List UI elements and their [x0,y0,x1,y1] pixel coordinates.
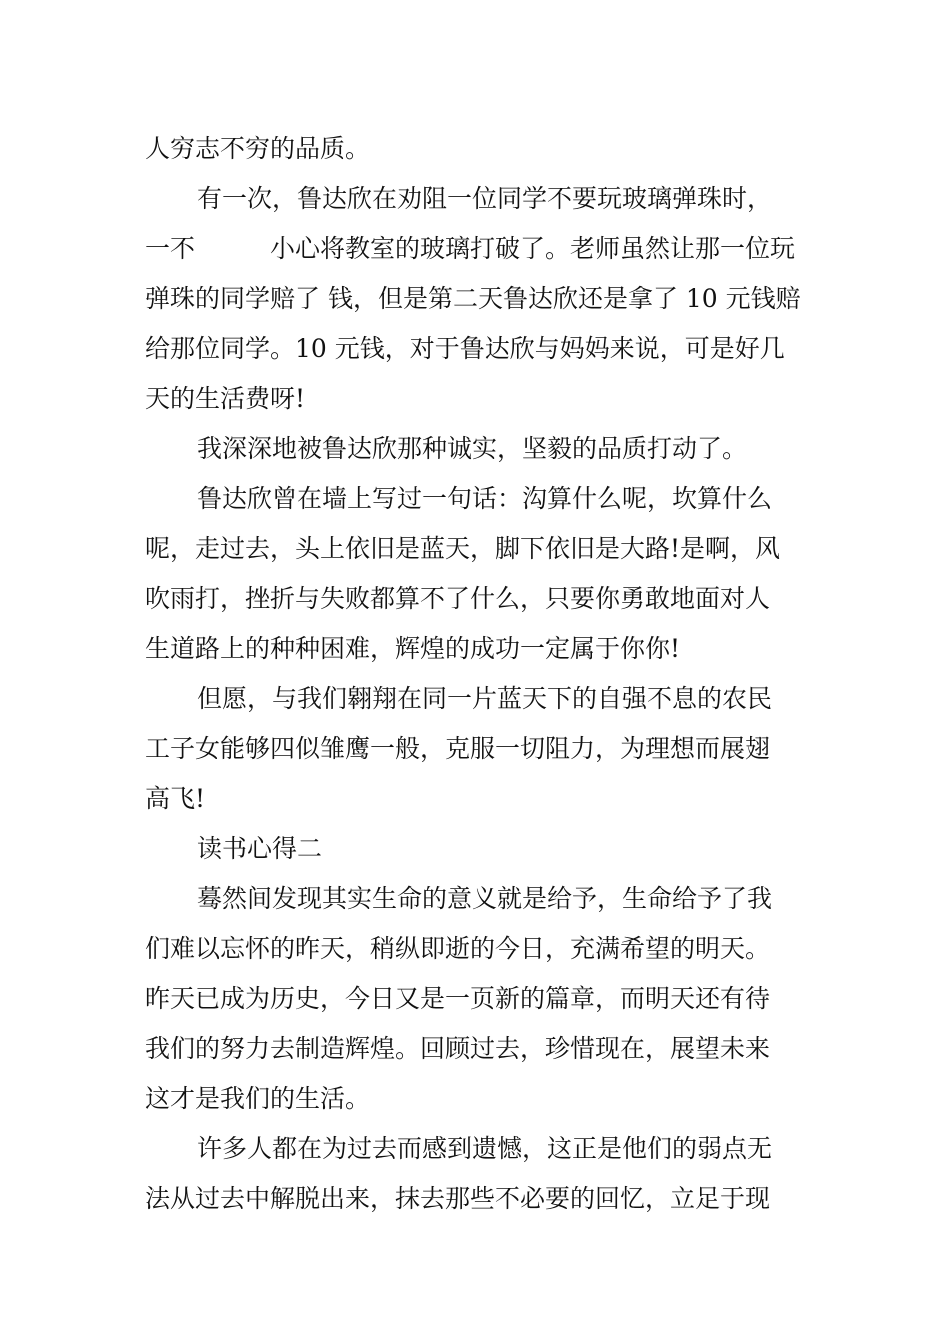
text-line: 昨天已成为历史，今日又是一页新的篇章，而明天还有待 [145,984,771,1013]
text-line: 我们的努力去制造辉煌。回顾过去，珍惜现在，展望未来 [145,1034,771,1063]
text-line: 有一次，鲁达欣在劝阻一位同学不要玩玻璃弹珠时， [197,184,773,213]
text-line: 工子女能够四似雏鹰一般，克服一切阻力，为理想而展翅 [145,734,771,763]
text-line: 们难以忘怀的昨天，稍纵即逝的今日，充满希望的明天。 [145,934,771,963]
text-line: 我深深地被鲁达欣那种诚实，坚毅的品质打动了。 [197,434,748,463]
text-line: 给那位同学。10 元钱，对于鲁达欣与妈妈来说，可是好几 [145,334,785,363]
text-line: 生道路上的种种困难，辉煌的成功一定属于你你! [145,634,681,663]
text-line: 呢，走过去，头上依旧是蓝天，脚下依旧是大路!是啊，风 [145,534,781,563]
section-heading: 读书心得二 [197,834,323,863]
text-line: 天的生活费呀! [145,384,306,413]
text-line: 吹雨打，挫折与失败都算不了什么，只要你勇敢地面对人 [145,584,771,613]
text-line: 高飞! [145,784,206,813]
text-line: 一不 小心将教室的玻璃打破了。老师虽然让那一位玩 [145,234,796,263]
text-line: 许多人都在为过去而感到遗憾，这正是他们的弱点无 [197,1134,773,1163]
text-line: 这才是我们的生活。 [145,1084,371,1113]
text-line: 但愿，与我们翱翔在同一片蓝天下的自强不息的农民 [197,684,773,713]
text-line: 人穷志不穷的品质。 [145,134,371,163]
text-line: 弹珠的同学赔了 钱，但是第二天鲁达欣还是拿了 10 元钱赔 [145,284,801,313]
text-line: 鲁达欣曾在墙上写过一句话：沟算什么呢，坎算什么 [197,484,773,513]
text-line: 蓦然间发现其实生命的意义就是给予，生命给予了我 [197,884,773,913]
text-line: 法从过去中解脱出来，抹去那些不必要的回忆，立足于现 [145,1184,771,1213]
document-body [145,124,810,1224]
